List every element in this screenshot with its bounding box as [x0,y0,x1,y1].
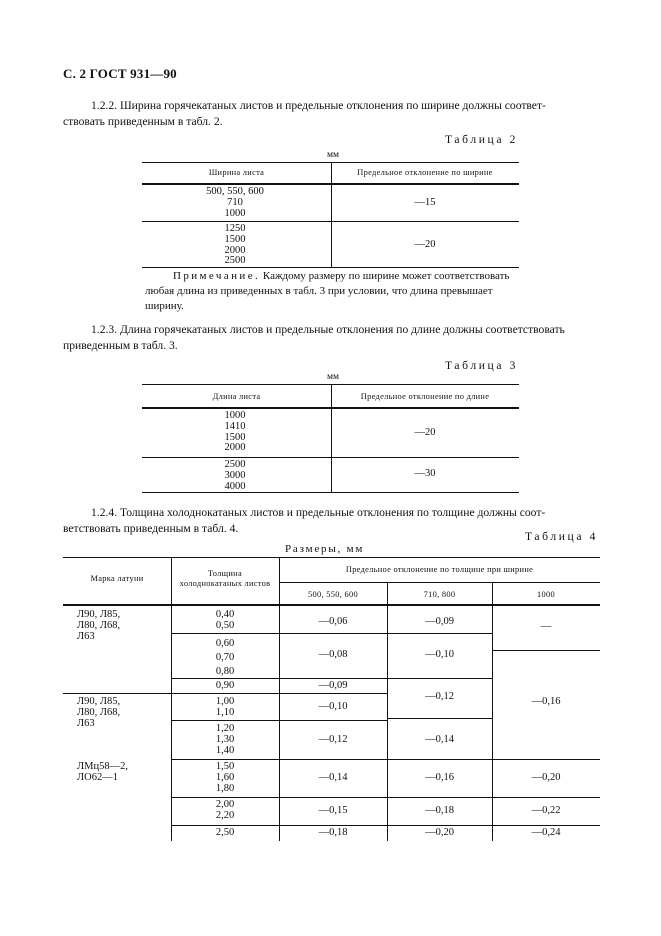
table4-row-rule [171,693,279,694]
table2-width-value: 2500 [224,255,246,267]
table4-thickness-cell [171,610,279,632]
table3-length-group-2 [185,460,285,492]
note-text: ширину. [145,300,184,313]
thickness-value: 2,20 [215,809,235,821]
brand-line: Л90, Л85, [77,696,121,707]
table4-header-thickness [171,569,279,589]
table4-dev-710: —0,16 [425,772,454,783]
table3-length-value: 3000 [224,469,246,481]
table4-thickness-cell [171,637,279,679]
table2-width-value: 1500 [224,233,246,245]
brand-line: Л80, Л68, [77,706,121,718]
paragraph-1-2-3 [63,322,601,354]
table4-row-rule [171,633,387,634]
brand-line: ЛМц58—2, [77,761,128,772]
table2-caption: Таблица 2 [445,133,518,146]
table2-width-value: 2000 [224,244,246,256]
table3-header-rule [142,407,519,409]
thickness-value: 1,10 [215,706,235,718]
paragraph-line: приведенным в табл. 3. [63,339,178,352]
table4-header-rule [63,604,600,606]
thickness-value: 1,20 [215,723,235,734]
table4-dev-710: —0,09 [425,616,454,627]
table4-col-divider [279,557,280,841]
thickness-value: 1,60 [215,771,235,783]
table4-row-rule [387,718,492,719]
table2-header-rule [142,183,519,185]
table2-deviation-1: —15 [414,197,436,208]
table4-dev-500: —0,10 [318,701,348,712]
table3-deviation-2: —30 [414,468,436,479]
table4-header-deviation: Предельное отклонение по толщине при ширине [345,565,534,574]
table2-deviation-2: —20 [414,239,436,250]
table4-thickness-cell [171,681,279,692]
table4-dev-710: —0,20 [425,827,454,838]
table4-caption: Таблица 4 [525,530,598,543]
table4-sizes-label: Размеры, мм [285,543,365,555]
table4-brand-group-2 [77,697,169,729]
table4-row-rule [63,693,171,694]
table2-width-group-1 [185,187,285,219]
brand-line: Л90, Л85, [77,609,121,620]
thickness-value: 0,60 [215,638,235,649]
table3-length-group-1 [185,411,285,454]
table4-dev-710: —0,12 [425,691,454,702]
table2-unit: мм [326,150,340,160]
table3-header-length: Длина листа [212,392,261,401]
table2-note [145,269,521,315]
table4-dev-1000: —0,22 [531,805,561,816]
table2-width-value: 1250 [224,223,246,234]
table4-row-rule [387,678,492,679]
table4-dev-710: —0,14 [425,734,454,745]
table4-row-rule [279,693,387,694]
thickness-value: 1,40 [215,744,235,756]
header-line: холоднокатаных листов [179,579,271,588]
table2-col-divider [331,162,332,267]
table3-length-value: 1000 [224,410,246,421]
table3-header-deviation: Предельное отклонение по длине [360,392,490,401]
table4-dev-500: —0,14 [318,772,348,783]
table2-bottom-rule [142,267,519,268]
table4-thickness-cell [171,800,279,822]
table4-dev-500: —0,06 [318,616,348,627]
table4-header-brand: Марка латуни [90,574,144,583]
thickness-value: 0,40 [215,609,235,620]
paragraph-line: 1.2.2. Ширина горячекатаных листов и предельные отклонения по ширине должны соответ- [91,99,546,112]
table4-header-width-3: 1000 [537,590,555,599]
table2-header-deviation: Предельное отклонение по ширине [357,168,493,177]
table4-brand-group-1 [77,610,169,642]
page-header: С. 2 ГОСТ 931—90 [63,66,177,81]
paragraph-line: ствовать приведенным в табл. 2. [63,115,223,128]
table3-deviation-1: —20 [414,427,436,438]
table4-thickness-cell [171,697,279,719]
table4-header-width-1: 500, 550, 600 [308,590,358,599]
table3-row-rule [142,457,519,458]
table4-row-rule [171,797,600,798]
note-label: Примечание. [173,270,261,282]
table4-dev-1000: —0,20 [531,772,561,783]
table4-row-rule [171,720,279,721]
brand-line: Л63 [77,717,95,729]
thickness-value: 2,50 [215,827,235,838]
header-line: Толщина [208,569,242,578]
table3-length-value: 1410 [224,420,246,432]
table4-thickness-cell [171,724,279,756]
table2-width-group-2 [185,224,285,267]
table2-header-width: Ширина листа [208,168,265,177]
table3-length-value: 1500 [224,431,246,443]
table2-width-value: 710 [227,196,243,208]
table4-dev-500: —0,09 [318,680,348,691]
paragraph-line: ветствовать приведенным в табл. 4. [63,522,239,535]
thickness-value: 1,30 [215,733,235,745]
table4-brand-group-3 [77,762,169,784]
table4-dev-710: —0,10 [425,649,454,660]
table3-caption: Таблица 3 [445,359,518,372]
thickness-value: 2,00 [215,799,235,810]
table3-unit: мм [326,372,340,382]
paragraph-1-2-2 [63,98,601,130]
table4-dev-1000: — [540,621,552,632]
table3-length-value: 2500 [224,459,246,470]
table4-dev-500: —0,08 [318,649,348,660]
table4-row-rule [492,650,600,651]
table2-width-value: 1000 [224,207,246,219]
table4-thickness-cell [171,762,279,794]
table2-width-value: 500, 550, 600 [206,186,264,197]
note-text: любая длина из приведенных в табл. 3 при условии, что длина превышает [145,285,493,298]
brand-line: Л80, Л68, [77,619,121,631]
table4-dev-710: —0,18 [425,805,454,816]
table4-dev-500: —0,15 [318,805,348,816]
thickness-value: 1,00 [215,696,235,707]
table4-dev-1000: —0,16 [531,696,561,707]
note-text: Каждому размеру по ширине может соответствовать [262,270,510,282]
thickness-value: 0,50 [215,619,235,631]
paragraph-line: 1.2.4. Толщина холоднокатаных листов и предельные отклонения по толщине должны соот- [91,506,546,519]
thickness-value: 1,50 [215,761,235,772]
table4-header-width-2: 710, 800 [423,590,456,599]
table3-length-value: 4000 [224,480,246,492]
brand-line: Л63 [77,630,95,642]
table4-dev-1000: —0,24 [531,827,561,838]
table4-subheader-rule [279,582,600,583]
brand-line: ЛО62—1 [77,771,118,783]
table4-row-rule [279,720,387,721]
table4-thickness-cell [171,828,279,839]
paragraph-line: 1.2.3. Длина горячекатаных листов и предельные отклонения по длине должны соответствовать [91,323,565,336]
table4-col-divider [492,582,493,841]
table4-row-rule [171,759,600,760]
table4-row-rule [171,825,600,826]
thickness-value: 0,90 [215,680,235,691]
table3-length-value: 2000 [224,442,246,454]
table3-bottom-rule [142,492,519,493]
thickness-value: 0,80 [215,666,235,677]
table2-row-rule [142,221,519,222]
thickness-value: 1,80 [215,782,235,794]
table4-row-rule [387,633,492,634]
thickness-value: 0,70 [215,652,235,663]
table4-top-rule [63,557,600,558]
table4-dev-500: —0,18 [318,827,348,838]
table4-dev-500: —0,12 [318,734,348,745]
